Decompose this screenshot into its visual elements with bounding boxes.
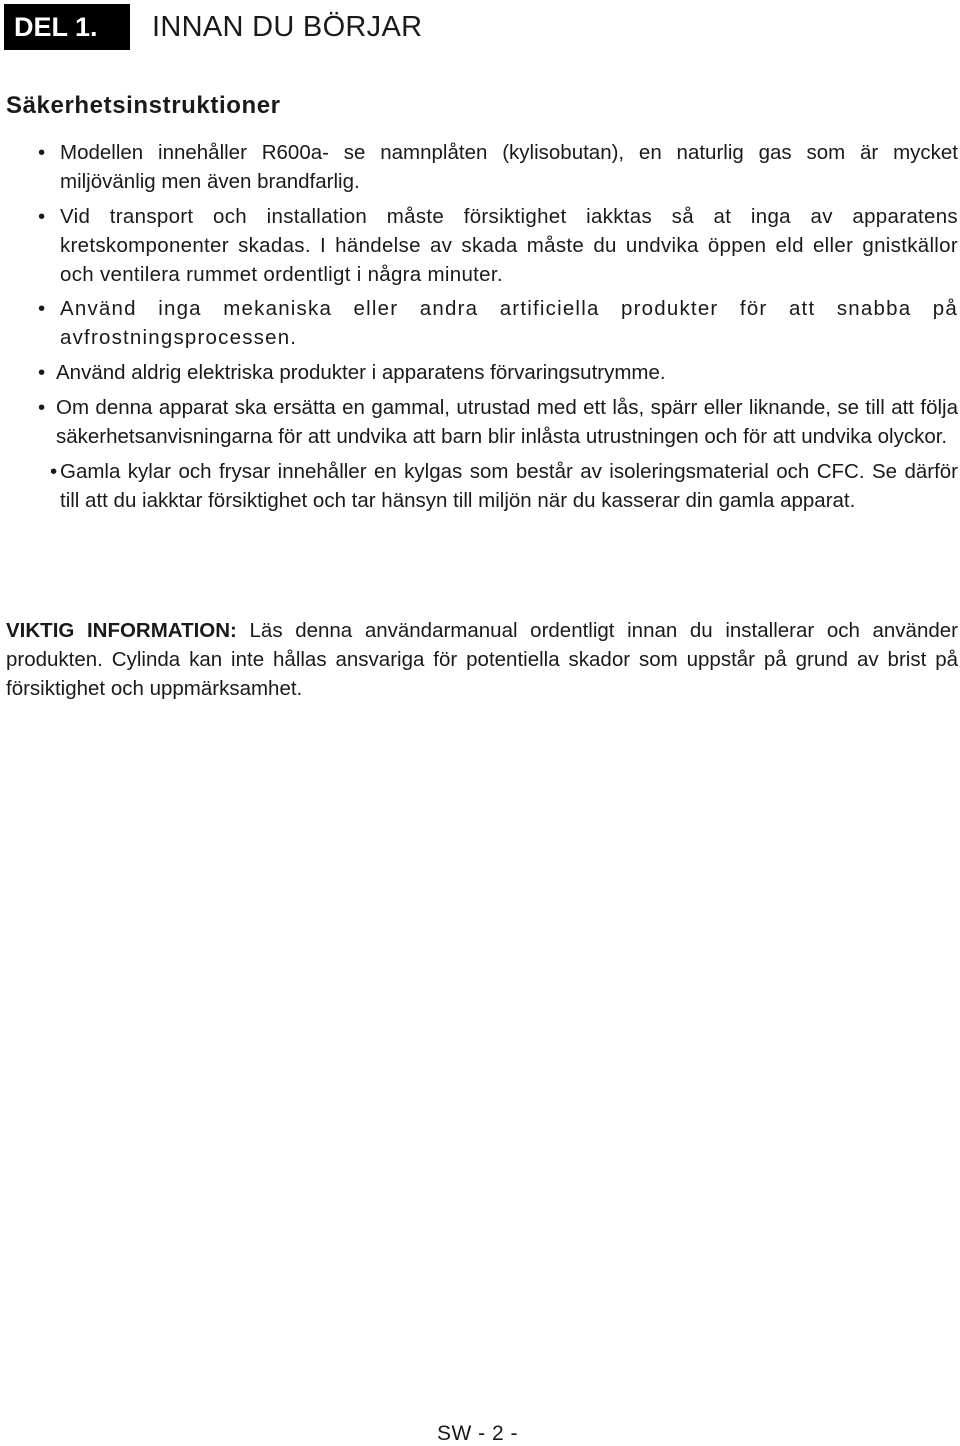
bullet-icon: • — [38, 297, 47, 320]
page-header — [4, 4, 422, 50]
list-item-text: Använd inga mekaniska eller andra artificiella produkter för att snabba på avfrostningsprocessen. — [60, 297, 958, 349]
part-badge: DEL 1. — [4, 4, 130, 50]
list-item-text: Gamla kylar och frysar innehåller en kylgas som består av isoleringsmaterial och CFC. Se därför till att du iakktar försiktighet och tar hänsyn till miljön när du kasserar din gamla apparat. — [60, 460, 958, 512]
list-item — [38, 138, 960, 196]
bullet-icon: • — [50, 460, 58, 483]
bullet-icon: • — [38, 361, 46, 384]
page-number: SW - 2 - — [437, 1422, 518, 1445]
bullet-icon: • — [38, 396, 46, 419]
list-item-text: Om denna apparat ska ersätta en gammal, utrustad med ett lås, spärr eller liknande, se till att följa säkerhetsanvisningarna för att undvika att barn blir inlåsta utrustningen och för att undvika olyckor. — [56, 396, 958, 448]
bullet-icon: • — [38, 141, 46, 164]
part-title: INNAN DU BÖRJAR — [152, 10, 423, 43]
list-item — [38, 393, 960, 451]
list-item-text: Modellen innehåller R600a- se namnplåten (kylisobutan), en naturlig gas som är mycket miljövänlig men även brandfarlig. — [60, 141, 958, 193]
safety-instructions-list — [38, 138, 960, 515]
important-notice — [6, 616, 958, 703]
page-footer — [0, 1422, 960, 1446]
list-item-text: Vid transport och installation måste försiktighet iakktas så at inga av apparatens kretskomponenter skadas. I händelse av skada måste du undvika öppen eld eller gnistkällor och ventilera rummet ordentligt i några minuter. — [60, 205, 958, 286]
section-title: Säkerhetsinstruktioner — [6, 92, 281, 119]
list-item — [38, 457, 960, 515]
bullet-icon: • — [38, 205, 46, 228]
notice-text: Läs denna användarmanual ordentligt innan du installerar och använder produkten. Cylinda kan inte hållas ansvariga för potentiella skador som uppstår på grund av brist på försiktighet och uppmärksamhet. — [6, 619, 958, 700]
list-item — [38, 358, 960, 387]
list-item-text: Använd aldrig elektriska produkter i apparatens förvaringsutrymme. — [56, 361, 666, 384]
list-item — [38, 202, 960, 289]
notice-label: VIKTIG INFORMATION: — [6, 619, 237, 642]
list-item — [38, 294, 960, 352]
